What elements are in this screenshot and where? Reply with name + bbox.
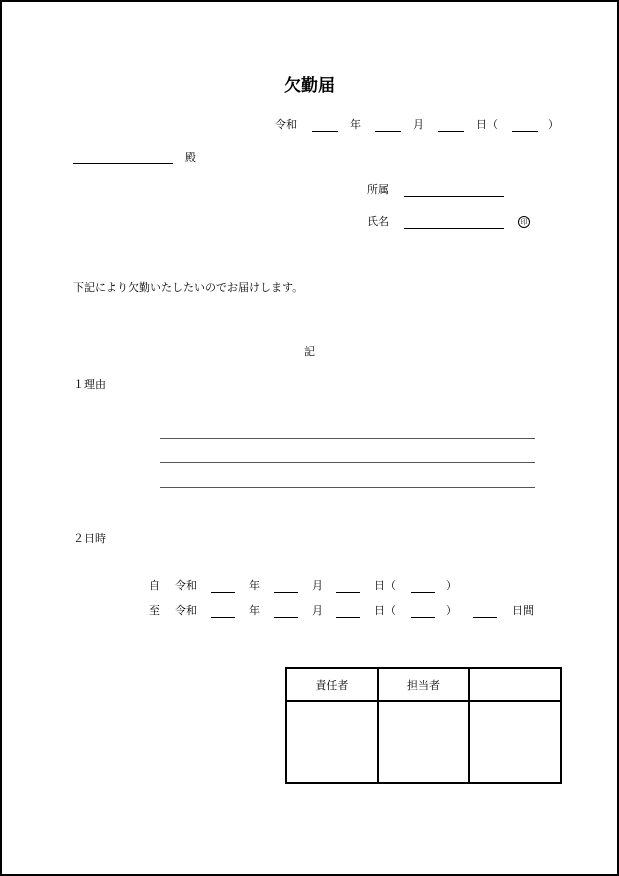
to-day-label: 日（ <box>374 604 396 617</box>
to-weekday-blank[interactable] <box>411 617 435 618</box>
date-era-year-blank[interactable] <box>312 131 338 132</box>
document-title: 欠勤届 <box>284 76 335 96</box>
from-weekday-blank[interactable] <box>411 592 435 593</box>
to-day-blank[interactable] <box>336 617 360 618</box>
from-prefix: 自 <box>149 579 160 592</box>
from-day-blank[interactable] <box>336 592 360 593</box>
approval-stamp-extra[interactable] <box>469 701 561 783</box>
ki-heading: 記 <box>304 345 315 358</box>
date-day-label: 日（ <box>476 118 498 131</box>
to-days-count-blank[interactable] <box>473 617 497 618</box>
date-month-label: 月 <box>413 118 424 131</box>
approval-stamp-manager[interactable] <box>286 701 378 783</box>
reason-line-2[interactable] <box>160 462 535 463</box>
name-label: 氏名 <box>367 215 389 228</box>
affiliation-label: 所属 <box>367 183 389 196</box>
from-year-label: 年 <box>249 579 260 592</box>
to-month-label: 月 <box>312 604 323 617</box>
affiliation-blank[interactable] <box>404 196 504 197</box>
date-month-blank[interactable] <box>375 131 401 132</box>
date-year-label: 年 <box>350 118 361 131</box>
date-close-paren: ） <box>548 118 559 131</box>
to-year-label: 年 <box>249 604 260 617</box>
to-close-paren: ） <box>446 604 457 617</box>
approval-header-blank <box>469 668 561 701</box>
approval-header-manager: 責任者 <box>286 668 378 701</box>
addressee-suffix: 殿 <box>185 151 196 164</box>
reason-line-1[interactable] <box>160 438 535 439</box>
to-month-blank[interactable] <box>274 617 298 618</box>
approval-header-row <box>286 668 561 701</box>
from-month-blank[interactable] <box>274 592 298 593</box>
approval-table <box>285 667 562 784</box>
section-datetime-title: ２日時 <box>73 532 106 545</box>
date-weekday-blank[interactable] <box>512 131 538 132</box>
date-era-label: 令和 <box>275 118 297 131</box>
to-prefix: 至 <box>149 604 160 617</box>
approval-header-staff: 担当者 <box>378 668 470 701</box>
seal-icon: 印 <box>518 216 530 228</box>
addressee-blank[interactable] <box>73 163 173 164</box>
from-close-paren: ） <box>446 579 457 592</box>
to-era-label: 令和 <box>175 604 197 617</box>
date-day-blank[interactable] <box>438 131 464 132</box>
reason-line-3[interactable] <box>160 487 535 488</box>
from-era-label: 令和 <box>175 579 197 592</box>
approval-stamp-row <box>286 701 561 783</box>
from-year-blank[interactable] <box>211 592 235 593</box>
from-month-label: 月 <box>312 579 323 592</box>
name-blank[interactable] <box>404 228 504 229</box>
to-days-suffix: 日間 <box>512 604 534 617</box>
approval-stamp-staff[interactable] <box>378 701 470 783</box>
from-day-label: 日（ <box>374 579 396 592</box>
section-reason-title: １理由 <box>73 378 106 391</box>
to-year-blank[interactable] <box>211 617 235 618</box>
request-text: 下記により欠勤いたしたいのでお届けします。 <box>73 281 304 294</box>
